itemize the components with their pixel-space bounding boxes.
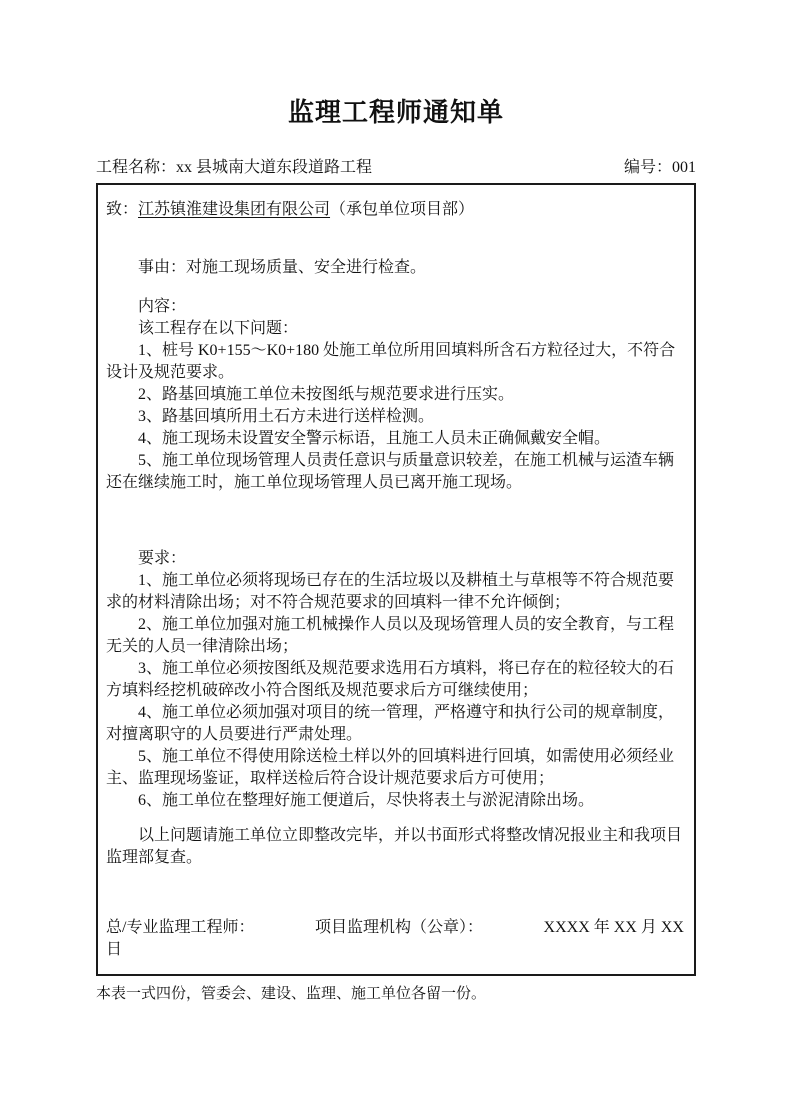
addressee-company: 江苏镇淮建设集团有限公司 xyxy=(138,201,331,218)
subject-line: 事由：对施工现场质量、安全进行检查。 xyxy=(138,259,427,276)
problem-item: 4、施工现场未设置安全警示标语，且施工人员未正确佩戴安全帽。 xyxy=(138,430,611,447)
requirement-item: 2、施工单位加强对施工机械操作人员以及现场管理人员的安全教育，与工程无关的人员一律清除出场； xyxy=(106,616,675,655)
addressee-suffix: （承包单位项目部） xyxy=(330,201,475,218)
closing-statement: 以上问题请施工单位立即整改完毕，并以书面形式将整改情况报业主和我项目监理部复查。 xyxy=(106,827,683,866)
problem-item: 5、施工单位现场管理人员责任意识与质量意识较差，在施工机械与运渣车辆还在继续施工时，施工单位现场管理人员已离开施工现场。 xyxy=(106,452,675,491)
problem-item: 1、桩号 K0+155～K0+180 处施工单位所用回填料所含石方粒径过大，不符合设计及规范要求。 xyxy=(106,342,676,381)
document-number: 编号：001 xyxy=(623,159,696,176)
requirement-item: 4、施工单位必须加强对项目的统一管理，严格遵守和执行公司的规章制度，对擅离职守的人员要进行严肃处理。 xyxy=(106,704,675,743)
distribution-note: 本表一式四份，管委会、建设、监理、施工单位各留一份。 xyxy=(96,986,487,1002)
signature-date-wrap: 日 xyxy=(106,941,123,958)
requirement-item: 3、施工单位必须按图纸及规范要求选用石方填料，将已存在的粒径较大的石方填料经挖机破碎改小符合图纸及规范要求后方可继续使用； xyxy=(106,660,675,699)
requirement-item: 1、施工单位必须将现场已存在的生活垃圾以及耕植土与草根等不符合规范要求的材料清除出场；对不符合规范要求的回填料一律不允许倾倒； xyxy=(106,572,675,611)
content-label: 内容： xyxy=(138,298,187,315)
header-row xyxy=(96,157,696,179)
document-title: 监理工程师通知单 xyxy=(287,98,504,127)
org-seal-label: 项目监理机构（公章）： xyxy=(314,919,483,936)
addressee-line xyxy=(106,199,684,221)
problem-item: 3、路基回填所用土石方未进行送样检测。 xyxy=(138,408,435,425)
requirement-item: 5、施工单位不得使用除送检土样以外的回填料进行回填，如需使用必须经业主、监理现场鉴证，取样送检后符合设计规范要求后方可使用； xyxy=(106,748,675,787)
signature-date: XXXX 年 XX 月 XX xyxy=(543,919,684,936)
requirement-item: 6、施工单位在整理好施工便道后，尽快将表土与淤泥清除出场。 xyxy=(138,792,595,809)
problem-item: 2、路基回填施工单位未按图纸与规范要求进行压实。 xyxy=(138,386,515,403)
engineer-signature-label: 总/专业监理工程师： xyxy=(106,919,255,936)
addressee-prefix: 致： xyxy=(106,201,139,218)
notice-body-box xyxy=(96,183,696,976)
project-name-label: 工程名称：xx 县城南大道东段道路工程 xyxy=(96,159,373,176)
signature-row xyxy=(106,917,684,939)
content-intro: 该工程存在以下问题： xyxy=(138,320,299,337)
requirements-label: 要求： xyxy=(138,550,187,567)
